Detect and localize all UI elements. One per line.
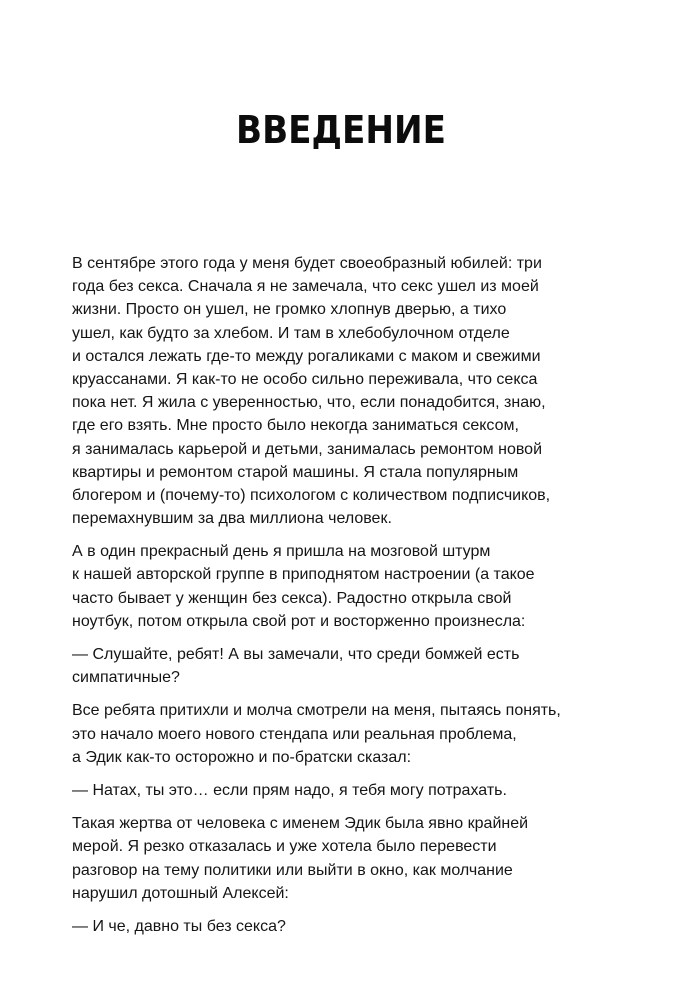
text-line: круассанами. Я как-то не особо сильно переживала, что секса [72, 370, 538, 388]
text-line: — И че, давно ты без секса? [72, 917, 286, 935]
text-line: года без секса. Сначала я не замечала, что секс ушел из моей [72, 278, 539, 296]
text-line: симпатичные? [72, 669, 180, 687]
text-line: и остался лежать где-то между рогаликами с маком и свежими [72, 347, 541, 365]
paragraph-4 [72, 699, 632, 769]
text-line: разговор на тему политики или выйти в окно, как молчание [72, 861, 513, 879]
text-line: Все ребята притихли и молча смотрели на меня, пытаясь понять, [72, 702, 561, 720]
chapter-title: ВВЕДЕНИЕ [236, 108, 446, 152]
paragraph-1 [72, 252, 632, 530]
text-line: пока нет. Я жила с уверенностью, что, если понадобится, знаю, [72, 394, 546, 412]
paragraph-2 [72, 540, 632, 633]
text-line: ушел, как будто за хлебом. И там в хлебобулочном отделе [72, 324, 510, 342]
text-line: ноутбук, потом открыла свой рот и восторженно произнесла: [72, 612, 526, 630]
text-line: — Натах, ты это… если прям надо, я тебя могу потрахать. [72, 781, 507, 799]
text-line: где его взять. Мне просто было некогда заниматься сексом, [72, 417, 519, 435]
text-line: мерой. Я резко отказалась и уже хотела было перевести [72, 838, 497, 856]
text-line: А в один прекрасный день я пришла на мозговой штурм [72, 543, 491, 561]
body-text [72, 252, 632, 948]
text-line: это начало моего нового стендапа или реальная проблема, [72, 725, 517, 743]
text-line: а Эдик как-то осторожно и по-братски сказал: [72, 748, 412, 766]
paragraph-3-dialogue [72, 643, 632, 689]
text-line: часто бывает у женщин без секса). Радостно открыла свой [72, 589, 512, 607]
text-line: блогером и (почему-то) психологом с количеством подписчиков, [72, 486, 551, 504]
text-line: жизни. Просто он ушел, не громко хлопнув дверью, а тихо [72, 301, 507, 319]
text-line: квартиры и ремонтом старой машины. Я стала популярным [72, 463, 519, 481]
text-line: я занималась карьерой и детьми, занималась ремонтом новой [72, 440, 543, 458]
text-line: к нашей авторской группе в приподнятом настроении (а такое [72, 566, 535, 584]
text-line: — Слушайте, ребят! А вы замечали, что среди бомжей есть [72, 646, 520, 663]
paragraph-5-dialogue [72, 779, 632, 802]
text-line: нарушил дотошный Алексей: [72, 884, 289, 902]
text-line: перемахнувшим за два миллиона человек. [72, 510, 392, 528]
text-line: Такая жертва от человека с именем Эдик была явно крайней [72, 815, 529, 833]
paragraph-6 [72, 812, 632, 905]
paragraph-7-dialogue [72, 915, 632, 938]
text-line: В сентябре этого года у меня будет своеобразный юбилей: три [72, 255, 542, 272]
